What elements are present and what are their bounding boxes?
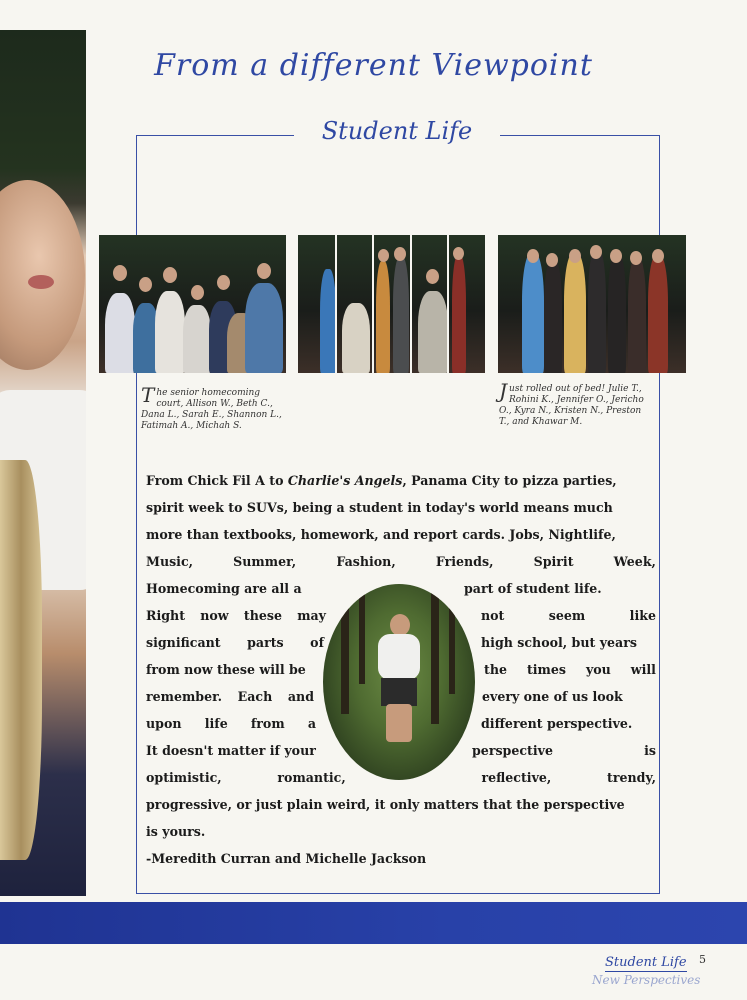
- homecoming-court-photo: [99, 235, 286, 373]
- blue-footer-band: [0, 902, 747, 944]
- collage-photo: [298, 235, 485, 373]
- text-line: not seem like: [481, 608, 656, 623]
- footer-subtitle: New Perspectives: [592, 973, 701, 987]
- text-line: is yours.: [146, 824, 206, 839]
- caption-dropcap: J: [499, 379, 508, 403]
- caption-text: ust rolled out of bed! Julie T., Rohini K., Jennifer O., Jericho O., Kyra N., Kristen N., Preston T., and Khawar M.: [499, 384, 644, 427]
- text-line: optimistic, romantic, reflective, trendy,: [146, 770, 656, 785]
- text-line: remember. Each and: [146, 689, 314, 704]
- text-line: Right now these may: [146, 608, 326, 623]
- text-line: high school, but years: [481, 635, 637, 650]
- formal-group-photo: [498, 235, 686, 373]
- text-line: Music, Summer, Fashion, Friends, Spirit Week,: [146, 554, 656, 569]
- frame-top-left-rule: [136, 135, 294, 136]
- section-title: Student Life: [321, 117, 473, 145]
- page-title: From a different Viewpoint: [154, 48, 593, 83]
- photo-lips: [28, 275, 54, 289]
- text-line: every one of us look: [482, 689, 623, 704]
- caption-homecoming: [141, 383, 289, 432]
- page-number: 5: [699, 953, 706, 966]
- left-edge-photo: [0, 30, 86, 896]
- caption-rolled-out-of-bed: [499, 379, 649, 428]
- text-line: the times you will: [484, 662, 656, 677]
- text-line: perspective is: [472, 743, 656, 758]
- footer-section-title: Student Life: [605, 955, 687, 970]
- text-line: from now these will be: [146, 662, 306, 677]
- text-line: different perspective.: [481, 716, 633, 731]
- text-line: more than textbooks, homework, and report cards. Jobs, Nightlife,: [146, 527, 616, 542]
- text-line: From Chick Fil A to Charlie's Angels , Panama City to pizza parties,: [146, 473, 617, 488]
- text-line: spirit week to SUVs, being a student in today's world means much: [146, 500, 613, 515]
- text-line: upon life from a: [146, 716, 316, 731]
- text-line: -Meredith Curran and Michelle Jackson: [146, 851, 427, 866]
- caption-dropcap: T: [141, 383, 155, 407]
- hiker-oval-photo: [323, 584, 475, 780]
- text-line: part of student life.: [464, 581, 602, 596]
- caption-text: he senior homecoming court, Allison W., Beth C., Dana L., Sarah E., Shannon L., Fatimah A., Michah S.: [141, 388, 282, 431]
- text-line: Homecoming are all a: [146, 581, 302, 596]
- text-line: significant parts of: [146, 635, 324, 650]
- frame-top-right-rule: [500, 135, 659, 136]
- text-line: progressive, or just plain weird, it only matters that the perspective: [146, 797, 625, 812]
- photo-hair: [0, 460, 42, 860]
- text-line: It doesn't matter if your: [146, 743, 316, 758]
